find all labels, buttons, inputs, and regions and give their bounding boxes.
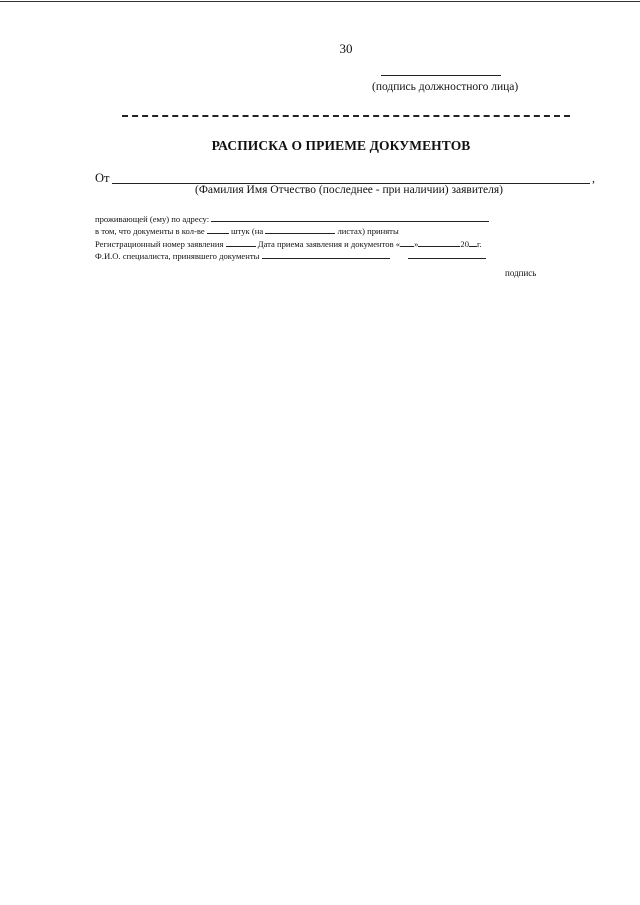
specialist-signature-blank [408, 250, 486, 259]
date-label: Дата приема заявления и документов « [257, 239, 401, 249]
address-blank [211, 213, 489, 222]
date-year-suffix: г. [477, 239, 482, 249]
cut-line [122, 115, 570, 117]
registration-row [95, 238, 482, 249]
page-number: 30 [339, 41, 353, 56]
documents-middle: штук (на [230, 226, 264, 236]
date-month-blank [418, 238, 460, 247]
specialist-label: Ф.И.О. специалиста, принявшего документы [95, 251, 260, 261]
sheets-count-blank [265, 225, 335, 234]
specialist-signature-caption: подпись [505, 268, 537, 278]
documents-suffix: листах) приняты [337, 226, 399, 236]
applicant-name-caption: (Фамилия Имя Отчество (последнее - при наличии) заявителя) [195, 184, 503, 196]
registration-label: Регистрационный номер заявления [95, 239, 224, 249]
documents-count-row [95, 225, 399, 236]
address-label: проживающей (ему) по адресу: [95, 214, 210, 224]
official-signature-caption: (подпись должностного лица) [372, 81, 519, 93]
specialist-name-blank [262, 250, 390, 259]
date-year-blank [469, 238, 477, 247]
documents-count-blank [207, 225, 229, 234]
address-row [95, 213, 489, 224]
specialist-row [95, 250, 486, 261]
date-day-blank [400, 238, 414, 247]
top-border-line [0, 1, 640, 2]
documents-prefix: в том, что документы в кол-ве [95, 226, 205, 236]
official-signature-line [381, 75, 501, 76]
registration-number-blank [226, 238, 256, 247]
date-year: 20 [460, 239, 469, 249]
date-close-quote: » [414, 239, 419, 249]
from-trailing-comma: , [592, 171, 595, 185]
from-label: От [95, 171, 110, 185]
receipt-title: РАСПИСКА О ПРИЕМЕ ДОКУМЕНТОВ [211, 138, 471, 153]
